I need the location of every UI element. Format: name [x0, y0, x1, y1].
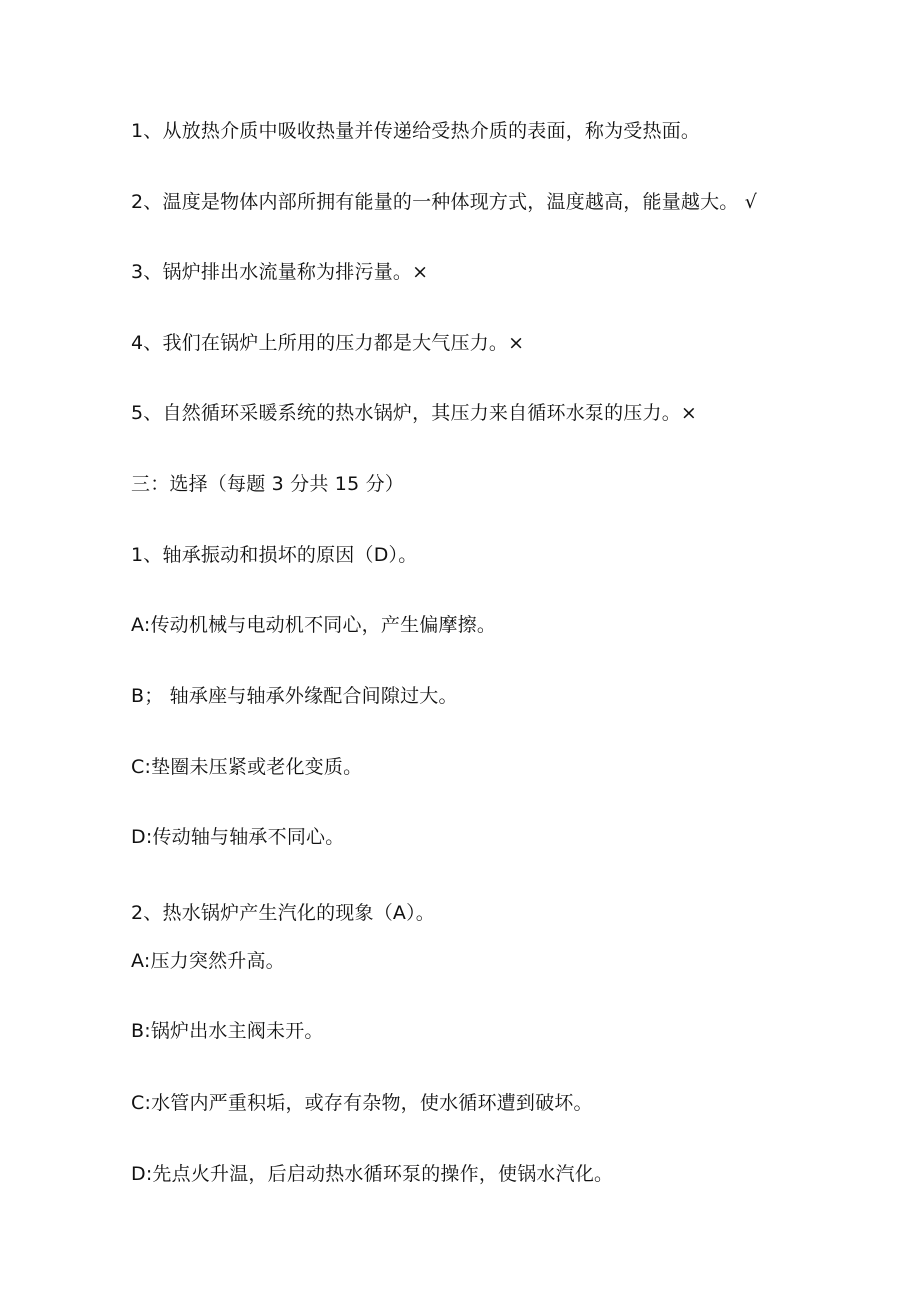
- question-2-option-d: D:先点火升温，后启动热水循环泵的操作，使锅水汽化。: [131, 1163, 614, 1185]
- judgment-item-3: 3、锅炉排出水流量称为排污量。×: [131, 261, 429, 283]
- question-2: 2、热水锅炉产生汽化的现象（A）。: [131, 902, 435, 924]
- question-2-option-b: B:锅炉出水主阀未开。: [131, 1020, 324, 1042]
- question-1: 1、轴承振动和损坏的原因（D）。: [131, 544, 418, 566]
- section-heading-choice: 三：选择（每题 3 分共 15 分）: [131, 473, 405, 495]
- question-1-option-c: C:垫圈未压紧或老化变质。: [131, 756, 363, 778]
- judgment-item-1: 1、从放热介质中吸收热量并传递给受热介质的表面，称为受热面。: [131, 120, 701, 142]
- judgment-item-4: 4、我们在锅炉上所用的压力都是大气压力。×: [131, 332, 525, 354]
- question-1-option-b: B； 轴承座与轴承外缘配合间隙过大。: [131, 685, 458, 707]
- question-1-option-a: A:传动机械与电动机不同心，产生偏摩擦。: [131, 614, 497, 636]
- judgment-item-2: 2、温度是物体内部所拥有能量的一种体现方式，温度越高，能量越大。 √: [131, 191, 758, 213]
- question-1-option-d: D:传动轴与轴承不同心。: [131, 826, 345, 848]
- judgment-item-5: 5、自然循环采暖系统的热水锅炉，其压力来自循环水泵的压力。×: [131, 402, 698, 424]
- question-2-option-a: A:压力突然升高。: [131, 950, 285, 972]
- question-2-option-c: C:水管内严重积垢，或存有杂物，使水循环遭到破坏。: [131, 1092, 593, 1114]
